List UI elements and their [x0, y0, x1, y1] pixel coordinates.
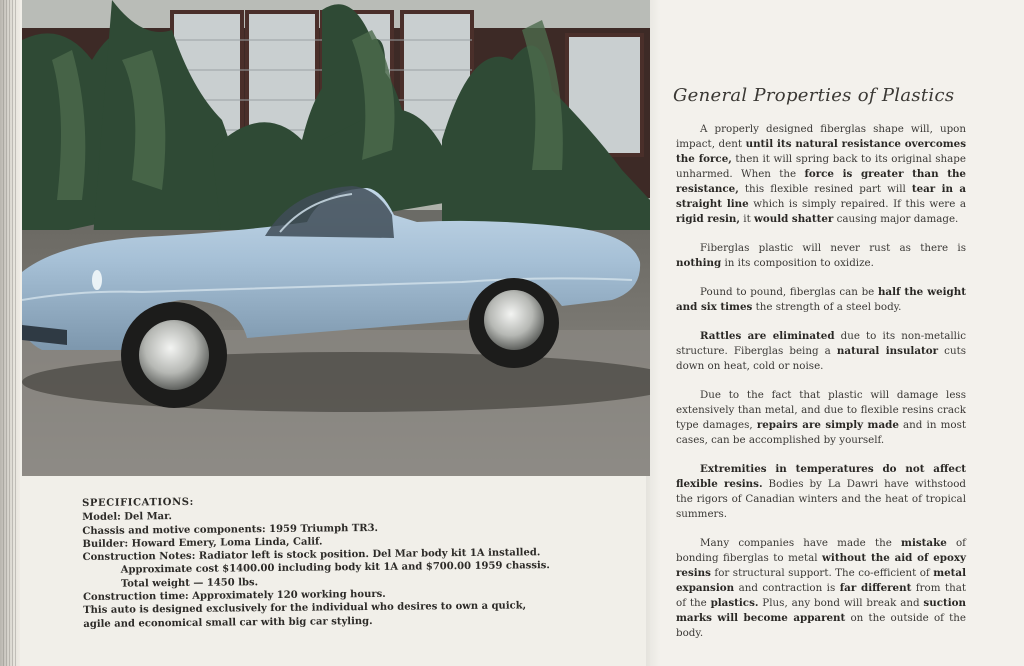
- p7-bold-h: far different: [839, 582, 912, 594]
- p7-text-a: Many companies have made the: [700, 537, 902, 549]
- p4-text-d: cuts down on heat, cold or noise.: [676, 345, 967, 372]
- p1-bold-h: rigid resin,: [676, 213, 740, 225]
- car-photo: [22, 0, 650, 476]
- p7-text-g: and contraction is: [734, 582, 840, 594]
- paragraph-impact: [676, 122, 966, 227]
- binding-lines: [3, 0, 17, 666]
- paragraph-temperatures: [676, 462, 966, 522]
- paragraph-bonding: [676, 536, 966, 641]
- p1-bold-j: would shatter: [753, 213, 834, 225]
- p1-text-g: which is simply repaired. If this were a: [748, 198, 966, 210]
- p7-text-i: from that of the: [676, 582, 966, 609]
- article-body: [676, 122, 966, 655]
- p1-bold-d: force is greater than the resistance,: [676, 168, 966, 195]
- p3-bold-b: half the weight and six times: [676, 286, 966, 313]
- p1-text-e: this flexible resined part will: [738, 183, 912, 195]
- specs-builder: Builder: Howard Emery, Loma Linda, Calif.: [82, 536, 323, 550]
- p7-bold-j: plastics.: [710, 597, 759, 609]
- p5-text-a: Due to the fact that plastic will damage less extensively than metal, and due to flexible resins crack type damages,: [676, 389, 966, 431]
- p7-text-e: for structural support. The co-efficient of: [710, 567, 934, 579]
- p7-bold-b: mistake: [901, 537, 947, 549]
- car-photo-illustration: [22, 0, 650, 476]
- p7-bold-f: metal expansion: [676, 567, 966, 594]
- p2-text-c: in its composition to oxidize.: [721, 257, 874, 269]
- specs-heading: SPECIFICATIONS:: [82, 496, 194, 509]
- p4-bold-a: Rattles are eliminated: [700, 330, 835, 342]
- article-title: General Properties of Plastics: [673, 85, 955, 106]
- p2-bold-b: nothing: [676, 257, 722, 269]
- p6-bold-a: Extremities in temperatures do not affect flexible resins.: [676, 463, 966, 490]
- specs-construction-time: Construction time: Approximately 120 working hours.: [82, 588, 386, 604]
- paragraph-repairs: [676, 388, 966, 448]
- specs-description-line-2: agile and economical small car with big car styling.: [83, 615, 373, 630]
- p7-bold-d: without the aid of epoxy resins: [676, 552, 966, 579]
- paragraph-rust: [676, 241, 966, 271]
- p7-text-m: on the outside of the body.: [676, 612, 966, 639]
- p6-text-b: Bodies by La Dawri have withstood the rigors of Canadian winters and the heat of tropical summers.: [676, 478, 966, 520]
- specs-weight: Total weight — 1450 lbs.: [120, 576, 259, 590]
- p3-text-c: the strength of a steel body.: [752, 301, 902, 313]
- p7-bold-l: suction marks will become apparent: [676, 597, 966, 624]
- specs-model: Model: Del Mar.: [82, 511, 173, 524]
- specs-chassis: Chassis and motive components: 1959 Triumph TR3.: [82, 522, 379, 537]
- p1-text-i: it: [740, 213, 754, 225]
- p4-bold-c: natural insulator: [836, 345, 939, 357]
- specs-cost: Approximate cost $1400.00 including body kit 1A and $700.00 1959 chassis.: [120, 560, 550, 577]
- p1-text-c: then it will spring back to its original shape unharmed. When the: [676, 153, 966, 180]
- page-binding: [0, 0, 20, 666]
- p1-bold-f: tear in a straight line: [676, 183, 966, 210]
- p3-text-a: Pound to pound, fiberglas can be: [700, 286, 878, 298]
- specs-description-line-1: This auto is designed exclusively for the individual who desires to own a quick,: [83, 600, 527, 617]
- paragraph-weight: [676, 285, 966, 315]
- specs-construction-notes: Construction Notes: Radiator left is stock position. Del Mar body kit 1A installed.: [82, 547, 541, 564]
- p2-text-a: Fiberglas plastic will never rust as there is: [700, 242, 966, 254]
- p7-text-k: Plus, any bond will break and: [758, 597, 924, 609]
- paragraph-rattles: [676, 329, 966, 374]
- p4-text-b: due to its non-metallic structure. Fiberglas being a: [676, 330, 967, 357]
- p1-bold-b: until its natural resistance overcomes the force,: [676, 138, 966, 165]
- specifications-block: [82, 492, 553, 631]
- p1-text-a: A properly designed fiberglas shape will, upon impact, dent: [676, 123, 966, 150]
- p5-text-c: and in most cases, can be accomplished by yourself.: [676, 419, 967, 446]
- p7-text-c: of bonding fiberglas to metal: [676, 537, 966, 564]
- p1-text-k: causing major damage.: [833, 213, 959, 225]
- p5-bold-b: repairs are simply made: [756, 419, 899, 431]
